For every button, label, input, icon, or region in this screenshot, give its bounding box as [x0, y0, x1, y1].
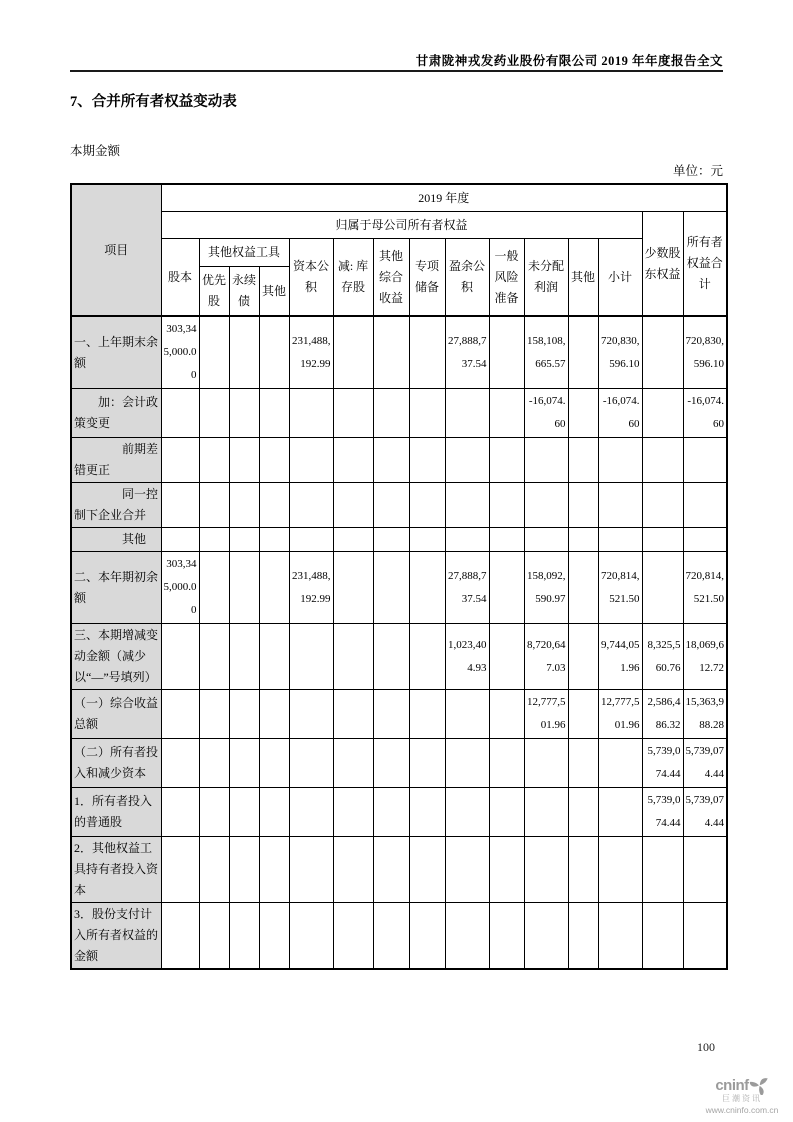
header-divider — [70, 70, 723, 72]
col-header-parent-equity: 归属于母公司所有者权益 — [161, 212, 642, 239]
value-cell — [683, 837, 727, 903]
value-cell: 2,586,486.32 — [642, 690, 683, 739]
value-cell — [373, 739, 409, 788]
value-cell — [568, 483, 598, 528]
value-cell — [161, 837, 199, 903]
value-cell — [259, 690, 289, 739]
col-header-subtotal: 小计 — [598, 239, 642, 317]
value-cell — [445, 739, 489, 788]
value-cell — [568, 438, 598, 483]
table-row — [71, 528, 727, 552]
value-cell: 12,777,501.96 — [598, 690, 642, 739]
value-cell — [199, 690, 229, 739]
row-label-cell: 二、本年期初余额 — [71, 552, 161, 624]
value-cell — [568, 552, 598, 624]
value-cell — [409, 739, 445, 788]
col-header-retained-earnings: 未分配利润 — [524, 239, 568, 317]
cninfo-logo — [696, 1076, 788, 1115]
value-cell — [642, 316, 683, 389]
equity-change-table — [70, 183, 728, 970]
value-cell — [199, 483, 229, 528]
value-cell — [259, 316, 289, 389]
section-title: 7、合并所有者权益变动表 — [70, 94, 237, 110]
value-cell: 8,325,560.76 — [642, 624, 683, 690]
equity-table-body — [71, 316, 727, 969]
value-cell — [229, 483, 259, 528]
value-cell — [373, 903, 409, 970]
row-label-cell: 三、本期增减变动金额（减少以“—”号填列） — [71, 624, 161, 690]
table-row — [71, 837, 727, 903]
value-cell — [373, 552, 409, 624]
value-cell — [489, 690, 524, 739]
value-cell: 158,092,590.97 — [524, 552, 568, 624]
value-cell: -16,074.60 — [598, 389, 642, 438]
value-cell — [489, 528, 524, 552]
value-cell — [199, 316, 229, 389]
table-row — [71, 552, 727, 624]
col-header-oci: 其他综合收益 — [373, 239, 409, 317]
value-cell — [161, 624, 199, 690]
value-cell — [199, 739, 229, 788]
value-cell — [229, 316, 259, 389]
table-row — [71, 438, 727, 483]
value-cell — [642, 552, 683, 624]
value-cell — [642, 389, 683, 438]
value-cell — [199, 528, 229, 552]
value-cell — [409, 528, 445, 552]
value-cell: 158,108,665.57 — [524, 316, 568, 389]
value-cell — [259, 788, 289, 837]
value-cell — [199, 624, 229, 690]
value-cell — [259, 389, 289, 438]
value-cell — [333, 389, 373, 438]
value-cell — [409, 483, 445, 528]
value-cell — [489, 483, 524, 528]
value-cell — [489, 438, 524, 483]
value-cell — [161, 528, 199, 552]
col-header-minority-interest: 少数股东权益 — [642, 212, 683, 317]
table-row — [71, 903, 727, 970]
value-cell — [568, 903, 598, 970]
value-cell — [333, 528, 373, 552]
row-label-cell: 3．股份支付计入所有者权益的金额 — [71, 903, 161, 970]
value-cell — [289, 690, 333, 739]
value-cell — [289, 788, 333, 837]
value-cell — [445, 483, 489, 528]
value-cell — [683, 438, 727, 483]
col-header-capital-reserve: 资本公积 — [289, 239, 333, 317]
value-cell — [524, 837, 568, 903]
value-cell — [489, 837, 524, 903]
value-cell: 231,488,192.99 — [289, 316, 333, 389]
value-cell — [409, 837, 445, 903]
header-row-groups — [71, 212, 727, 239]
value-cell — [199, 788, 229, 837]
value-cell — [642, 528, 683, 552]
col-header-oei-other: 其他 — [259, 267, 289, 317]
value-cell: -16,074.60 — [524, 389, 568, 438]
value-cell — [598, 788, 642, 837]
value-cell: 720,814,521.50 — [598, 552, 642, 624]
value-cell — [333, 483, 373, 528]
value-cell: -16,074.60 — [683, 389, 727, 438]
value-cell — [598, 903, 642, 970]
value-cell — [524, 528, 568, 552]
col-header-perpetual-bonds: 永续债 — [229, 267, 259, 317]
cninfo-chinese-name: 巨潮资讯 — [722, 1094, 762, 1103]
value-cell — [289, 389, 333, 438]
value-cell — [333, 690, 373, 739]
value-cell — [445, 690, 489, 739]
value-cell — [445, 903, 489, 970]
col-header-special-reserve: 专项储备 — [409, 239, 445, 317]
value-cell — [373, 483, 409, 528]
header-row-year — [71, 184, 727, 212]
value-cell — [642, 483, 683, 528]
value-cell — [568, 624, 598, 690]
value-cell: 5,739,074.44 — [683, 739, 727, 788]
value-cell — [683, 903, 727, 970]
value-cell — [642, 837, 683, 903]
value-cell: 27,888,737.54 — [445, 316, 489, 389]
value-cell — [333, 316, 373, 389]
value-cell — [409, 624, 445, 690]
value-cell — [289, 837, 333, 903]
table-row — [71, 624, 727, 690]
row-label-cell: 1．所有者投入的普通股 — [71, 788, 161, 837]
value-cell — [333, 837, 373, 903]
table-header — [71, 184, 727, 316]
value-cell — [373, 624, 409, 690]
value-cell — [289, 624, 333, 690]
value-cell — [259, 438, 289, 483]
row-label-cell: 同一控制下企业合并 — [71, 483, 161, 528]
value-cell — [409, 316, 445, 389]
value-cell — [229, 389, 259, 438]
value-cell: 720,830,596.10 — [598, 316, 642, 389]
value-cell — [161, 438, 199, 483]
value-cell — [445, 528, 489, 552]
table-row — [71, 690, 727, 739]
value-cell — [524, 739, 568, 788]
value-cell — [259, 483, 289, 528]
value-cell — [229, 690, 259, 739]
value-cell: 12,777,501.96 — [524, 690, 568, 739]
value-cell — [373, 788, 409, 837]
value-cell — [524, 483, 568, 528]
value-cell — [489, 552, 524, 624]
value-cell — [598, 837, 642, 903]
value-cell — [489, 316, 524, 389]
value-cell — [161, 739, 199, 788]
value-cell — [289, 739, 333, 788]
value-cell — [409, 552, 445, 624]
value-cell — [568, 690, 598, 739]
value-cell: 8,720,647.03 — [524, 624, 568, 690]
value-cell: 5,739,074.44 — [642, 739, 683, 788]
value-cell — [568, 739, 598, 788]
col-header-other-equity-instruments: 其他权益工具 — [199, 239, 289, 267]
table-row — [71, 739, 727, 788]
value-cell: 9,744,051.96 — [598, 624, 642, 690]
value-cell — [598, 483, 642, 528]
value-cell — [373, 438, 409, 483]
doc-header-title: 甘肃陇神戎发药业股份有限公司 2019 年年度报告全文 — [415, 54, 723, 68]
col-header-other: 其他 — [568, 239, 598, 317]
value-cell — [333, 739, 373, 788]
value-cell — [229, 788, 259, 837]
value-cell — [229, 528, 259, 552]
value-cell — [161, 389, 199, 438]
col-header-preferred-shares: 优先股 — [199, 267, 229, 317]
row-label-cell: 一、上年期末余额 — [71, 316, 161, 389]
value-cell — [568, 528, 598, 552]
value-cell — [598, 528, 642, 552]
value-cell: 5,739,074.44 — [683, 788, 727, 837]
col-header-less-treasury-shares: 减: 库存股 — [333, 239, 373, 317]
row-label-cell: （二）所有者投入和减少资本 — [71, 739, 161, 788]
value-cell — [199, 552, 229, 624]
value-cell: 1,023,404.93 — [445, 624, 489, 690]
value-cell — [489, 624, 524, 690]
value-cell — [568, 389, 598, 438]
value-cell — [373, 389, 409, 438]
value-cell — [199, 903, 229, 970]
value-cell — [489, 389, 524, 438]
col-header-general-risk-reserve: 一般风险准备 — [489, 239, 524, 317]
header-row-columns — [71, 239, 727, 267]
value-cell — [373, 528, 409, 552]
value-cell — [642, 903, 683, 970]
value-cell: 720,830,596.10 — [683, 316, 727, 389]
value-cell — [289, 483, 333, 528]
table-row — [71, 389, 727, 438]
row-label-cell: （一）综合收益总额 — [71, 690, 161, 739]
value-cell: 231,488,192.99 — [289, 552, 333, 624]
table-row — [71, 316, 727, 389]
value-cell — [259, 552, 289, 624]
col-header-total-equity: 所有者权益合计 — [683, 212, 727, 317]
value-cell — [333, 552, 373, 624]
value-cell — [333, 903, 373, 970]
page-number: 100 — [697, 1040, 715, 1054]
value-cell — [199, 438, 229, 483]
row-label-cell: 加：会计政策变更 — [71, 389, 161, 438]
value-cell: 15,363,988.28 — [683, 690, 727, 739]
value-cell — [161, 788, 199, 837]
value-cell — [229, 903, 259, 970]
value-cell — [445, 389, 489, 438]
value-cell — [409, 690, 445, 739]
table-row — [71, 483, 727, 528]
value-cell — [568, 788, 598, 837]
value-cell — [259, 739, 289, 788]
value-cell — [161, 483, 199, 528]
cninfo-url: www.cninfo.com.cn — [705, 1105, 779, 1115]
value-cell — [289, 528, 333, 552]
value-cell — [524, 903, 568, 970]
row-label-cell: 前期差错更正 — [71, 438, 161, 483]
value-cell — [568, 837, 598, 903]
value-cell — [642, 438, 683, 483]
value-cell — [598, 739, 642, 788]
value-cell — [409, 389, 445, 438]
value-cell — [259, 837, 289, 903]
col-header-item: 项目 — [71, 184, 161, 316]
value-cell — [489, 788, 524, 837]
value-cell — [409, 788, 445, 837]
value-cell — [445, 438, 489, 483]
value-cell — [445, 788, 489, 837]
value-cell — [683, 528, 727, 552]
value-cell — [289, 903, 333, 970]
value-cell — [524, 788, 568, 837]
value-cell — [333, 624, 373, 690]
value-cell — [229, 837, 259, 903]
value-cell — [373, 316, 409, 389]
value-cell: 18,069,612.72 — [683, 624, 727, 690]
col-header-year: 2019 年度 — [161, 184, 727, 212]
value-cell — [161, 690, 199, 739]
value-cell — [229, 438, 259, 483]
value-cell — [229, 739, 259, 788]
value-cell: 303,345,000.00 — [161, 552, 199, 624]
value-cell — [598, 438, 642, 483]
row-label-cell: 2．其他权益工具持有者投入资本 — [71, 837, 161, 903]
value-cell — [373, 837, 409, 903]
value-cell — [409, 903, 445, 970]
value-cell: 303,345,000.00 — [161, 316, 199, 389]
value-cell — [229, 624, 259, 690]
value-cell — [199, 837, 229, 903]
col-header-share-capital: 股本 — [161, 239, 199, 317]
value-cell — [259, 903, 289, 970]
value-cell — [489, 739, 524, 788]
period-label: 本期金额 — [70, 144, 121, 158]
value-cell — [683, 483, 727, 528]
value-cell — [489, 903, 524, 970]
value-cell — [373, 690, 409, 739]
value-cell — [333, 788, 373, 837]
value-cell — [259, 624, 289, 690]
value-cell: 5,739,074.44 — [642, 788, 683, 837]
value-cell — [161, 903, 199, 970]
value-cell — [524, 438, 568, 483]
value-cell — [333, 438, 373, 483]
value-cell — [229, 552, 259, 624]
value-cell — [289, 438, 333, 483]
value-cell: 27,888,737.54 — [445, 552, 489, 624]
value-cell — [409, 438, 445, 483]
cninfo-brand-text: cninf — [715, 1077, 749, 1094]
value-cell — [199, 389, 229, 438]
value-cell — [259, 528, 289, 552]
unit-label: 单位：元 — [672, 164, 723, 178]
value-cell — [445, 837, 489, 903]
value-cell — [568, 316, 598, 389]
value-cell: 720,814,521.50 — [683, 552, 727, 624]
col-header-surplus-reserve: 盈余公积 — [445, 239, 489, 317]
row-label-cell: 其他 — [71, 528, 161, 552]
table-row — [71, 788, 727, 837]
